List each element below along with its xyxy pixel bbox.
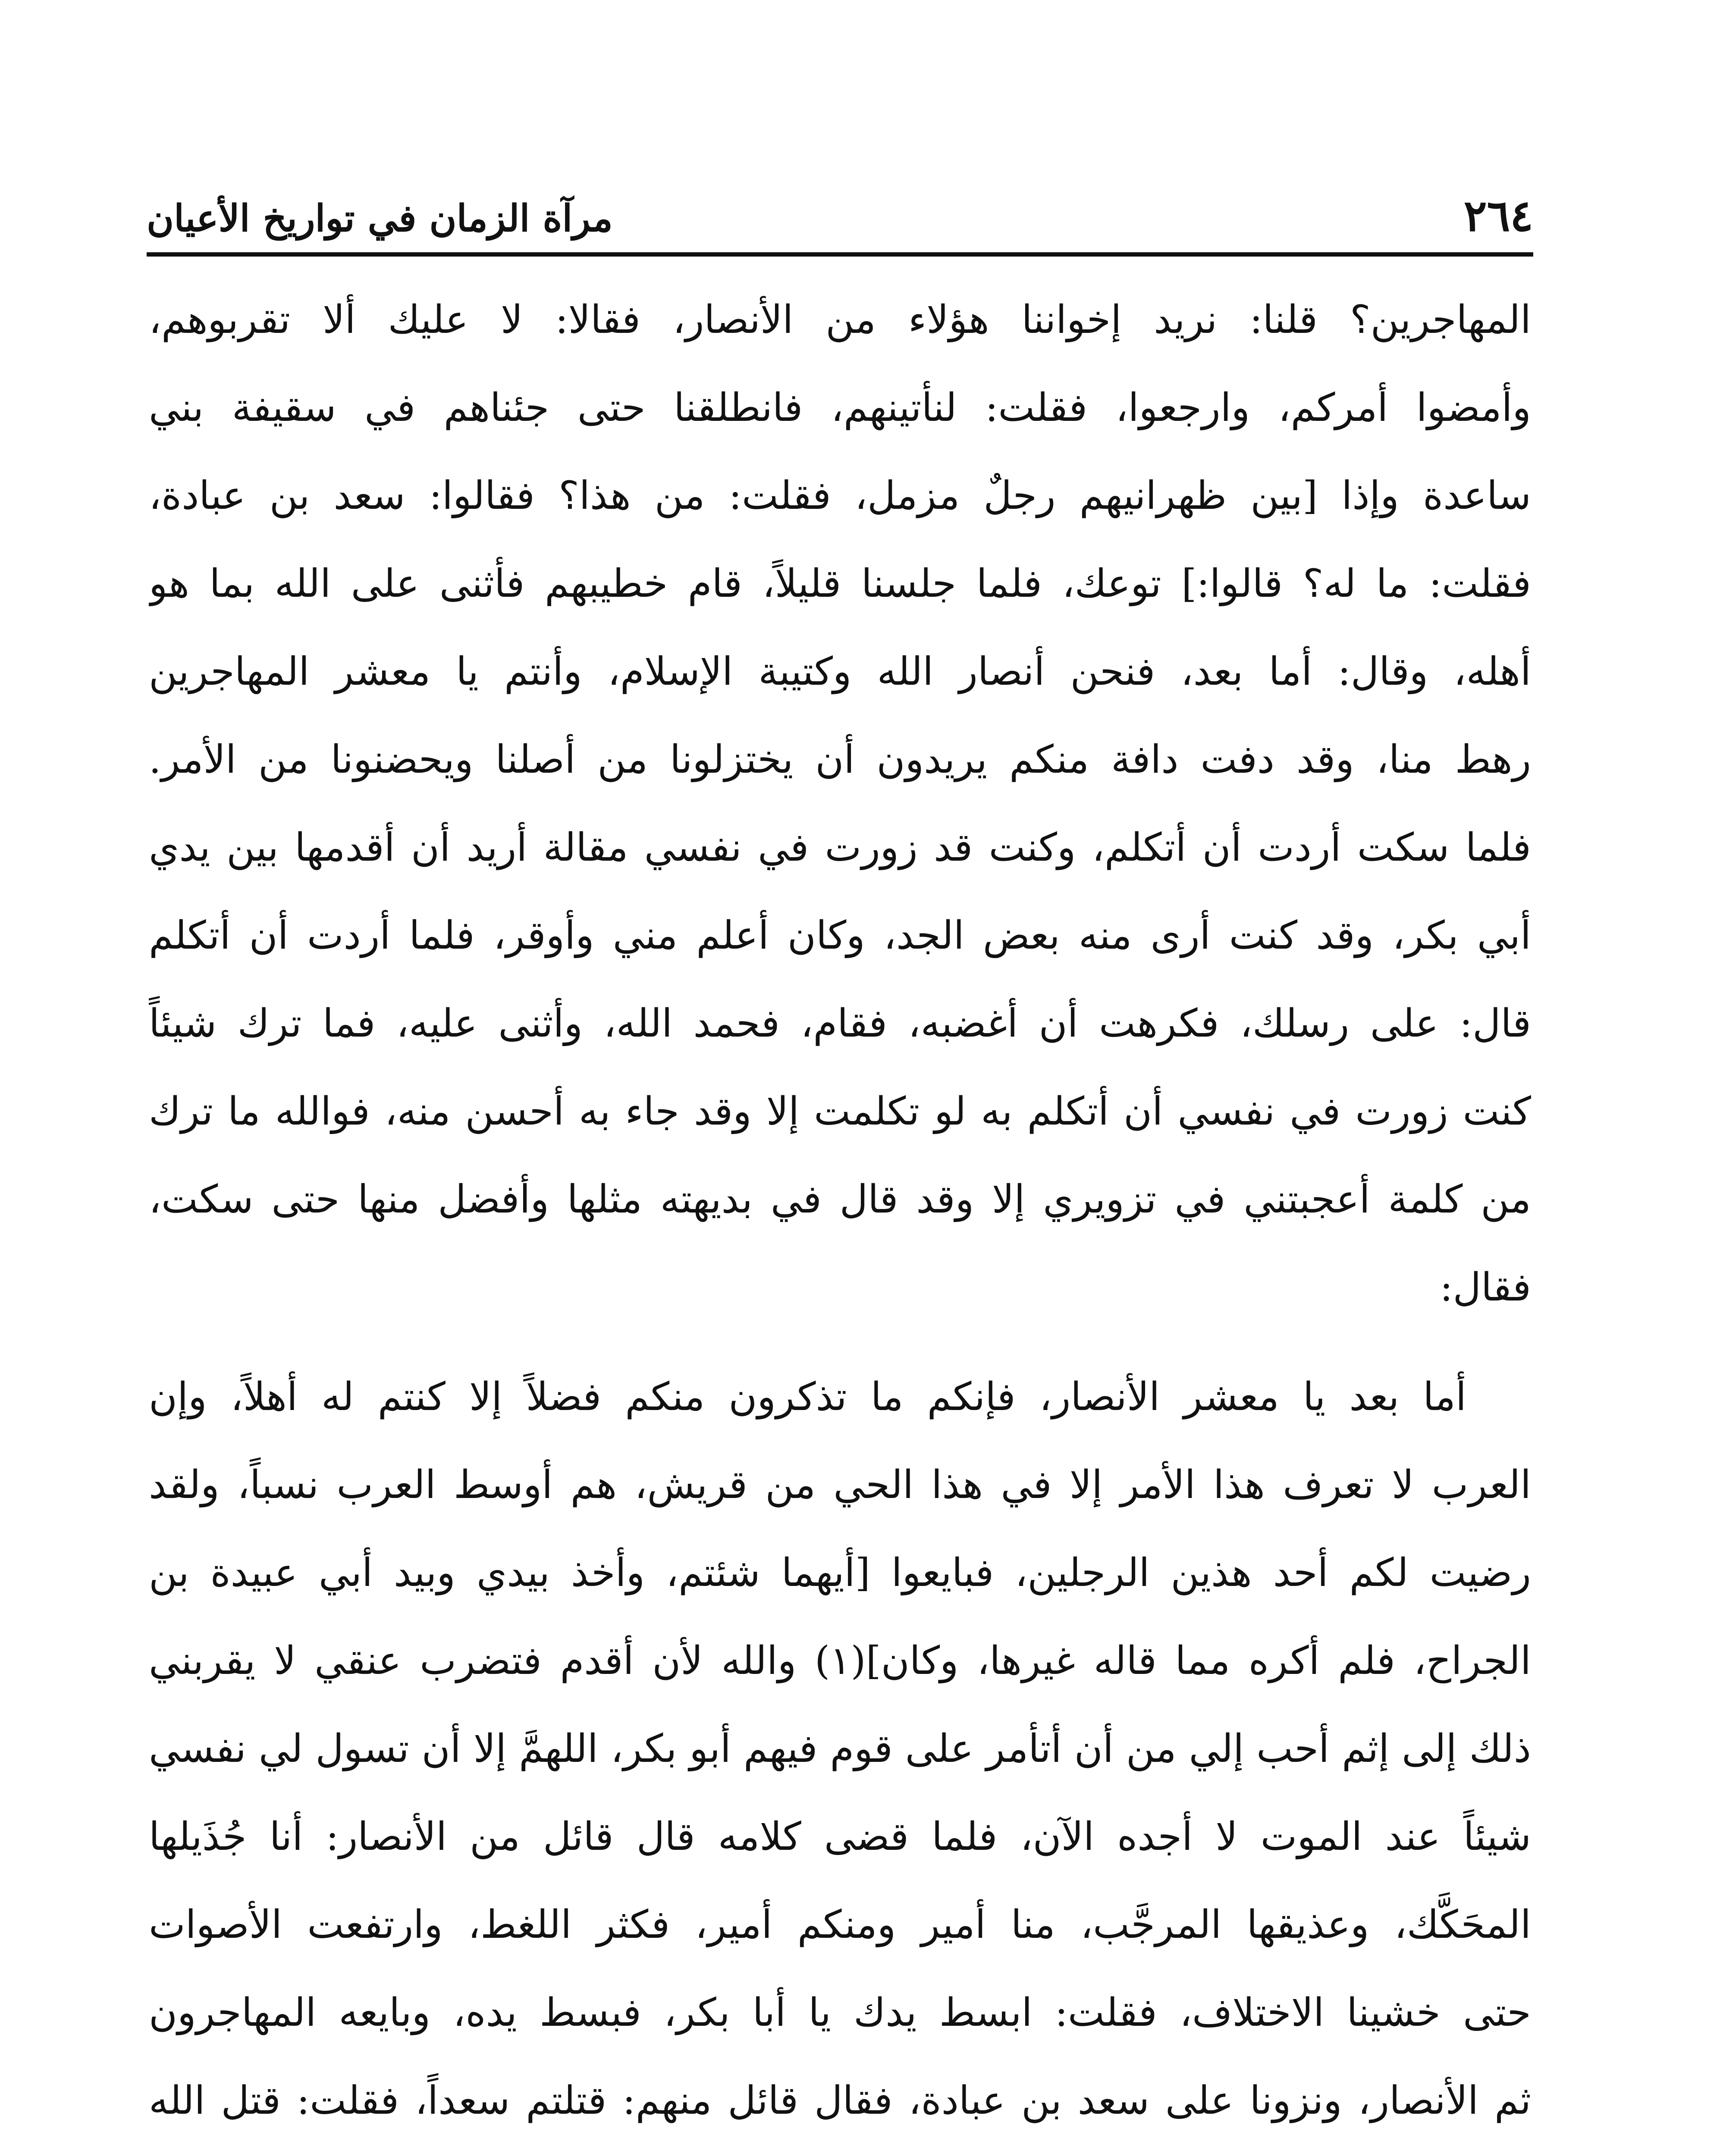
paragraph-2 xyxy=(149,1353,1531,2156)
main-text xyxy=(149,276,1531,2156)
text-line: رهط منا، وقد دفت دافة منكم يريدون أن يختزلونا من أصلنا ويحضنونا من الأمر. xyxy=(149,737,1531,782)
text-line: ساعدة وإذا [بين ظهرانيهم رجلٌ مزمل، فقلت: من هذا؟ فقالوا: سعد بن عبادة، xyxy=(149,473,1531,518)
text-line: من كلمة أعجبتني في تزويري إلا وقد قال في بديهته مثلها وأفضل منها حتى سكت، xyxy=(149,1177,1531,1222)
text-line: قال: على رسلك، فكرهت أن أغضبه، فقام، فحمد الله، وأثنى عليه، فما ترك شيئاً xyxy=(149,1001,1531,1046)
paragraph-gap xyxy=(149,1332,1531,1353)
text-line: فقال: xyxy=(1440,1265,1531,1310)
text-line: فقلت: ما له؟ قالوا:] توعك، فلما جلسنا قليلاً، قام خطيبهم فأثنى على الله بما هو xyxy=(149,561,1531,606)
text-line: أهله، وقال: أما بعد، فنحن أنصار الله وكتيبة الإسلام، وأنتم يا معشر المهاجرين xyxy=(149,649,1531,694)
text-line: الجراح، فلم أكره مما قاله غيرها، وكان](١) والله لأن أقدم فتضرب عنقي لا يقربني xyxy=(149,1638,1531,1683)
text-line: المهاجرين؟ قلنا: نريد إخواننا هؤلاء من الأنصار، فقالا: لا عليك ألا تقربوهم، xyxy=(149,297,1531,342)
text-line: كنت زورت في نفسي أن أتكلم به لو تكلمت إلا وقد جاء به أحسن منه، فوالله ما ترك xyxy=(149,1089,1531,1134)
paragraph-1 xyxy=(149,276,1531,1332)
text-line: شيئاً عند الموت لا أجده الآن، فلما قضى كلامه قال قائل من الأنصار: أنا جُذَيلها xyxy=(149,1814,1531,1859)
book-title: مرآة الزمان في تواريخ الأعيان xyxy=(147,197,613,240)
text-line: أما بعد يا معشر الأنصار، فإنكم ما تذكرون منكم فضلاً إلا كنتم له أهلاً، وإن xyxy=(149,1374,1466,1420)
header-rule xyxy=(147,252,1533,257)
text-line: أبي بكر، وقد كنت أرى منه بعض الجد، وكان أعلم مني وأوقر، فلما أردت أن أتكلم xyxy=(149,913,1531,958)
text-line: فلما سكت أردت أن أتكلم، وكنت قد زورت في نفسي مقالة أريد أن أقدمها بين يدي xyxy=(149,825,1531,870)
text-line: حتى خشينا الاختلاف، فقلت: ابسط يدك يا أبا بكر، فبسط يده، وبايعه المهاجرون xyxy=(149,1990,1531,2035)
page-number: ٢٦٤ xyxy=(1463,190,1533,241)
text-line: ثم الأنصار، ونزونا على سعد بن عبادة، فقال قائل منهم: قتلتم سعداً، فقلت: قتل الله xyxy=(149,2078,1531,2123)
text-line: رضيت لكم أحد هذين الرجلين، فبايعوا [أيهما شئتم، وأخذ بيدي وبيد أبي عبيدة بن xyxy=(149,1550,1531,1595)
text-line: العرب لا تعرف هذا الأمر إلا في هذا الحي من قريش، هم أوسط العرب نسباً، ولقد xyxy=(149,1462,1531,1507)
running-head xyxy=(147,168,1533,241)
text-line: وأمضوا أمركم، وارجعوا، فقلت: لنأتينهم، فانطلقنا حتى جئناهم في سقيفة بني xyxy=(149,385,1531,430)
text-line: ذلك إلى إثم أحب إلي من أن أتأمر على قوم فيهم أبو بكر، اللهمَّ إلا أن تسول لي نفسي xyxy=(149,1726,1531,1771)
text-line xyxy=(149,2145,1531,2156)
text-line: المحَكَّك، وعذيقها المرجَّب، منا أمير ومنكم أمير، فكثر اللغط، وارتفعت الأصوات xyxy=(149,1902,1531,1947)
